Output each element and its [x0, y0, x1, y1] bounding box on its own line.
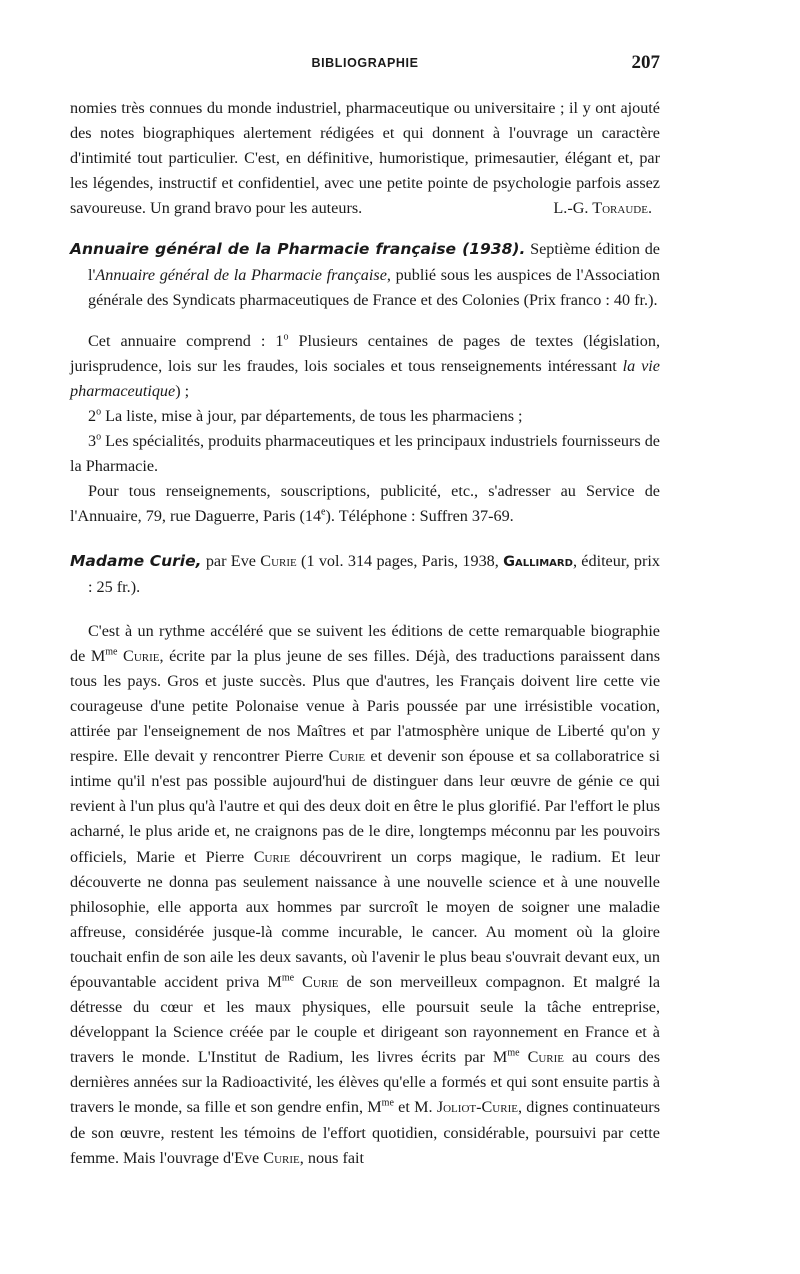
curie-b6-and: et M.: [393, 1098, 437, 1117]
annuaire-intro-b: , publié sous les auspices de l'Association générale des Syndicats pharmaceutiques de France et des Colonies (Prix franco : 40 fr.).: [88, 265, 660, 309]
curie-b2: , écrite par la plus jeune de ses filles. Déjà, des traductions paraissent dans tous les pays. Gros et juste succès. Plus que d'autres, les Français doivent lire cette vie courageuse d'une petite Polonaise venue à Paris poussée par une irrésistible vocation, attirée par l'enseignement de nos Maîtres et par l'atmosphère unique de Liberté qu'on y respire. Elle devait y rencontrer Pierre: [70, 646, 661, 766]
review-continuation-text: nomies très connues du monde industriel, pharmaceutique ou universitaire ; il y ont ajouté des notes biographiques alertement rédigées et qui donnent à l'ouvrage un caractère d'intimité tout particulier. C'est, en définitive, humoristique, primesautier, élégant et, par les légendes, instructif et confidentiel, avec une petite pointe de psychologie parfois assez savoureuse. Un grand bravo pour les auteurs.: [70, 99, 660, 218]
annuaire-p2-ordinal: o: [96, 406, 102, 418]
curie-b7: , dignes continuateurs de son œuvre, restent les témoins de l'effort quotidien, considérable, poursuivi par cette femme. Mais l'ouvrage d'Eve: [70, 1098, 660, 1167]
curie-b6-name: Joliot-Curie: [436, 1098, 518, 1117]
annuaire-p1-ordinal: o: [283, 331, 289, 343]
curie-b5-sup: me: [507, 1047, 520, 1059]
curie-b3-name: Curie: [253, 847, 291, 866]
page-content: [70, 96, 660, 1171]
annuaire-item-3: [70, 429, 660, 479]
annuaire-contact-paragraph: [70, 479, 660, 529]
curie-b1: C'est à un rythme accéléré que se suivent les éditions de cette remarquable biographie de M: [70, 621, 660, 665]
curie-ref-publisher: Gallimard: [503, 553, 573, 570]
curie-b6: au cours des dernières années sur la Radioactivité, les élèves qu'elle a formés et qui sont ensuite partis à travers le monde, sa fille et son gendre enfin, M: [70, 1048, 661, 1117]
annuaire-p2-num: 2: [88, 407, 97, 426]
annuaire-p1-italic: la vie pharmaceutique: [70, 356, 660, 400]
annuaire-p4-a: Pour tous renseignements, souscriptions, publicité, etc., s'adresser au Service de l'Annuaire, 79, rue Daguerre, Paris (14: [70, 482, 660, 526]
curie-ref-c: , éditeur, prix : 25 fr.).: [88, 551, 661, 596]
annuaire-p1-a: Cet annuaire comprend : 1: [88, 331, 284, 350]
annuaire-p3-ordinal: o: [96, 431, 102, 443]
annuaire-reference: [70, 237, 660, 312]
annuaire-p3-text: Les spécialités, produits pharmaceutiques et les principaux industriels fournisseurs de la Pharmacie.: [70, 432, 660, 476]
curie-b7-name: Curie: [263, 1148, 300, 1167]
curie-reference: [70, 549, 660, 600]
curie-b6-sup: me: [381, 1098, 394, 1110]
curie-b1-sup: me: [105, 646, 118, 658]
curie-b3: et devenir son épouse et sa collaboratrice si intime qu'il n'est pas possible aujourd'hui de distinguer dans leur œuvre de génie ce qui revient à l'un plus qu'à l'autre et qui des deux doit en être le plus glorifié. Par l'effort le plus acharné, le plus aride et, ne craignons pas de le dire, longtemps méconnu par les pouvoirs officiels, Marie et Pierre: [70, 747, 660, 866]
curie-ref-b: (1 vol. 314 pages, Paris, 1938,: [296, 551, 504, 570]
curie-b4-name: Curie: [302, 973, 339, 991]
annuaire-p4-b: ). Téléphone : Suffren 37-69.: [325, 507, 514, 526]
annuaire-p4-sup: e: [321, 507, 326, 519]
annuaire-p2-text: La liste, mise à jour, par départements, de tous les pharmaciens ;: [101, 407, 523, 426]
curie-ref-a: par Eve: [201, 551, 261, 570]
annuaire-intro-a: Septième édition de l': [88, 240, 660, 284]
curie-b4: découvrirent un corps magique, le radium. Et leur découverte ne donna pas seulement naissance à une nouvelle science et à une nouvelle philosophie, elle apporta aux hommes par surcroît le moyen de soigner une maladie affreuse, considérée jusque-là comme incurable, le cancer. Au moment où la gloire touchait enfin de son aile les deux savants, où l'avenir le plus beau s'ouvrait devant eux, un épouvantable accident priva M: [70, 847, 660, 991]
running-header: [70, 52, 660, 80]
curie-b5: de son merveilleux compagnon. Et malgré la détresse du cœur et les maux physiques, elle poursuit seule la tâche entreprise, développant la Science créée par le couple et dirigeant son rayonnement en France et à travers le monde. L'Institut de Radium, les livres écrits par M: [70, 973, 661, 1067]
curie-ref-author: Curie: [260, 551, 297, 570]
curie-b5-name: Curie: [527, 1048, 565, 1067]
page-number: 207: [631, 52, 660, 73]
annuaire-p3-num: 3: [88, 432, 97, 451]
annuaire-contents-paragraph: [70, 329, 660, 404]
review-continuation-paragraph: [70, 96, 660, 221]
curie-title: Madame Curie,: [70, 551, 202, 570]
annuaire-item-2: [70, 404, 660, 429]
annuaire-intro-title: Annuaire général de la Pharmacie française: [95, 265, 387, 284]
curie-b8: , nous fait: [299, 1148, 365, 1167]
curie-b2-name: Curie: [328, 747, 366, 766]
curie-review-paragraph: [70, 619, 660, 1171]
curie-b1-name: Curie: [123, 646, 160, 665]
running-title: BIBLIOGRAPHIE: [311, 56, 419, 70]
review-signature: L.-G. Toraude.: [553, 199, 652, 218]
annuaire-title: Annuaire général de la Pharmacie française (1938).: [70, 240, 526, 259]
annuaire-p1-c: ) ;: [175, 381, 190, 400]
curie-b4-sup: me: [281, 972, 295, 984]
annuaire-p1-b: Plusieurs centaines de pages de textes (législation, jurisprudence, lois sur les fraudes, lois sociales et tous renseignements intéressant: [70, 331, 660, 375]
